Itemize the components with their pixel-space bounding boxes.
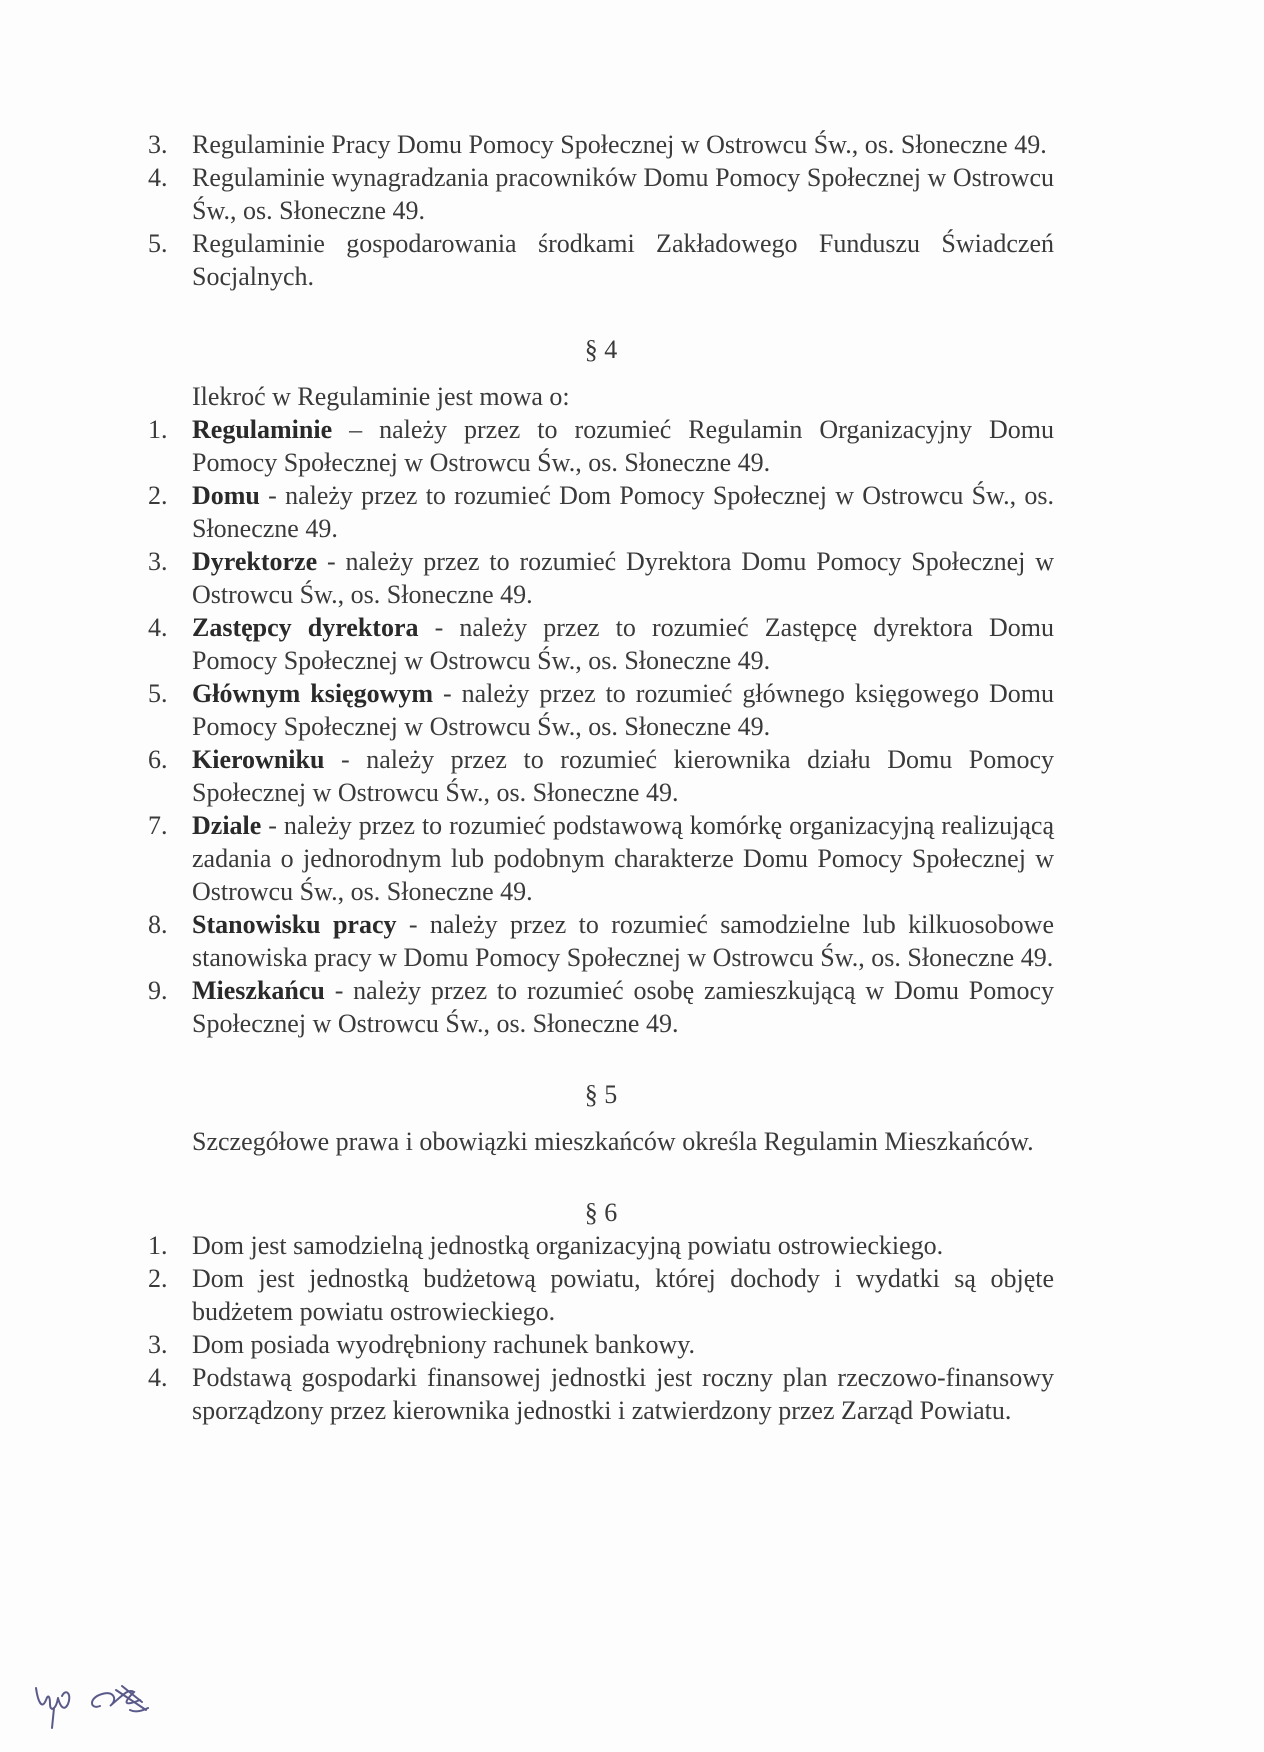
list-item (148, 227, 1054, 293)
section-5-text: Szczegółowe prawa i obowiązki mieszkańców określa Regulamin Mieszkańców. (192, 1127, 1034, 1156)
item-text (192, 743, 1054, 809)
definition-item (148, 611, 1054, 677)
item-number: 7. (148, 811, 168, 840)
definition-text: - należy przez to rozumieć samodzielne lub kilkuosobowe stanowiska pracy w Domu Pomocy Społecznej w Ostrowcu Św., os. Słoneczne 49. (192, 910, 1054, 972)
defined-term: Dziale (192, 811, 262, 840)
definition-text: - należy przez to rozumieć kierownika działu Domu Pomocy Społecznej w Ostrowcu Św., os. Słoneczne 49. (192, 745, 1054, 807)
handwritten-signature (30, 1670, 160, 1730)
item-number: 4. (148, 163, 168, 192)
document-content (148, 128, 1054, 1427)
item-text: Dom posiada wyodrębniony rachunek bankowy. (192, 1330, 696, 1359)
section-5-heading: § 5 (584, 1080, 618, 1109)
item-text: Podstawą gospodarki finansowej jednostki jest roczny plan rzeczowo-finansowy sporządzony przez kierownika jednostki i zatwierdzony przez Zarząd Powiatu. (192, 1363, 1054, 1425)
item-text: Regulaminie Pracy Domu Pomocy Społecznej w Ostrowcu Św., os. Słoneczne 49. (192, 130, 1047, 159)
item-number: 5. (148, 679, 168, 708)
item-text (192, 677, 1054, 743)
defined-term: Domu (192, 481, 260, 510)
item-number: 3. (148, 1330, 168, 1359)
item-number: 9. (148, 976, 168, 1005)
definition-item (148, 479, 1054, 545)
regulations-list-continued (148, 128, 1054, 293)
list-item (148, 1262, 1054, 1328)
item-text (192, 908, 1054, 974)
definition-text: - należy przez to rozumieć Dyrektora Domu Pomocy Społecznej w Ostrowcu Św., os. Słoneczne 49. (192, 547, 1054, 609)
defined-term: Regulaminie (192, 415, 333, 444)
list-item (148, 1361, 1054, 1427)
item-text: Regulaminie gospodarowania środkami Zakładowego Funduszu Świadczeń Socjalnych. (192, 229, 1054, 291)
item-number: 1. (148, 1231, 168, 1260)
defined-term: Mieszkańcu (192, 976, 325, 1005)
list-item (148, 128, 1054, 161)
definition-item (148, 677, 1054, 743)
item-number: 3. (148, 547, 168, 576)
list-item (148, 1328, 1054, 1361)
item-text: Dom jest jednostką budżetową powiatu, której dochody i wydatki są objęte budżetem powiatu ostrowieckiego. (192, 1264, 1054, 1326)
item-text (192, 479, 1054, 545)
defined-term: Zastępcy dyrektora (192, 613, 419, 642)
section-4-heading: § 4 (584, 335, 618, 364)
list-item (148, 161, 1054, 227)
defined-term: Dyrektorze (192, 547, 318, 576)
item-text (192, 974, 1054, 1040)
definition-text: - należy przez to rozumieć osobę zamieszkującą w Domu Pomocy Społecznej w Ostrowcu Św., os. Słoneczne 49. (192, 976, 1054, 1038)
definitions-list (148, 413, 1054, 1040)
item-text (192, 413, 1054, 479)
definition-item (148, 545, 1054, 611)
definition-text: - należy przez to rozumieć Dom Pomocy Społecznej w Ostrowcu Św., os. Słoneczne 49. (192, 481, 1054, 543)
item-number: 2. (148, 1264, 168, 1293)
definition-text: - należy przez to rozumieć głównego księgowego Domu Pomocy Społecznej w Ostrowcu Św., os. Słoneczne 49. (192, 679, 1055, 741)
item-text (192, 611, 1054, 677)
definition-item (148, 413, 1054, 479)
item-number: 3. (148, 130, 168, 159)
item-number: 2. (148, 481, 168, 510)
item-number: 6. (148, 745, 168, 774)
section-6-list (148, 1229, 1054, 1427)
list-item (148, 1229, 1054, 1262)
definition-item (148, 974, 1054, 1040)
defined-term: Stanowisku pracy (192, 910, 397, 939)
definition-text: - należy przez to rozumieć podstawową komórkę organizacyjną realizującą zadania o jednorodnym lub podobnym charakterze Domu Pomocy Społecznej w Ostrowcu Św., os. Słoneczne 49. (192, 811, 1054, 906)
definition-text: - należy przez to rozumieć Zastępcę dyrektora Domu Pomocy Społecznej w Ostrowcu Św., os. Słoneczne 49. (192, 613, 1054, 675)
item-text: Dom jest samodzielną jednostką organizacyjną powiatu ostrowieckiego. (192, 1231, 944, 1260)
item-number: 5. (148, 229, 168, 258)
section-4-intro: Ilekroć w Regulaminie jest mowa o: (192, 382, 570, 411)
item-number: 1. (148, 415, 168, 444)
item-text (192, 809, 1054, 908)
definition-item (148, 743, 1054, 809)
defined-term: Głównym księgowym (192, 679, 434, 708)
item-number: 4. (148, 613, 168, 642)
item-number: 4. (148, 1363, 168, 1392)
item-text: Regulaminie wynagradzania pracowników Domu Pomocy Społecznej w Ostrowcu Św., os. Słoneczne 49. (192, 163, 1054, 225)
section-6-heading: § 6 (584, 1198, 618, 1227)
definition-item (148, 908, 1054, 974)
defined-term: Kierowniku (192, 745, 325, 774)
definition-text: – należy przez to rozumieć Regulamin Organizacyjny Domu Pomocy Społecznej w Ostrowcu Św., os. Słoneczne 49. (192, 415, 1054, 477)
item-text (192, 545, 1054, 611)
item-number: 8. (148, 910, 168, 939)
definition-item (148, 809, 1054, 908)
